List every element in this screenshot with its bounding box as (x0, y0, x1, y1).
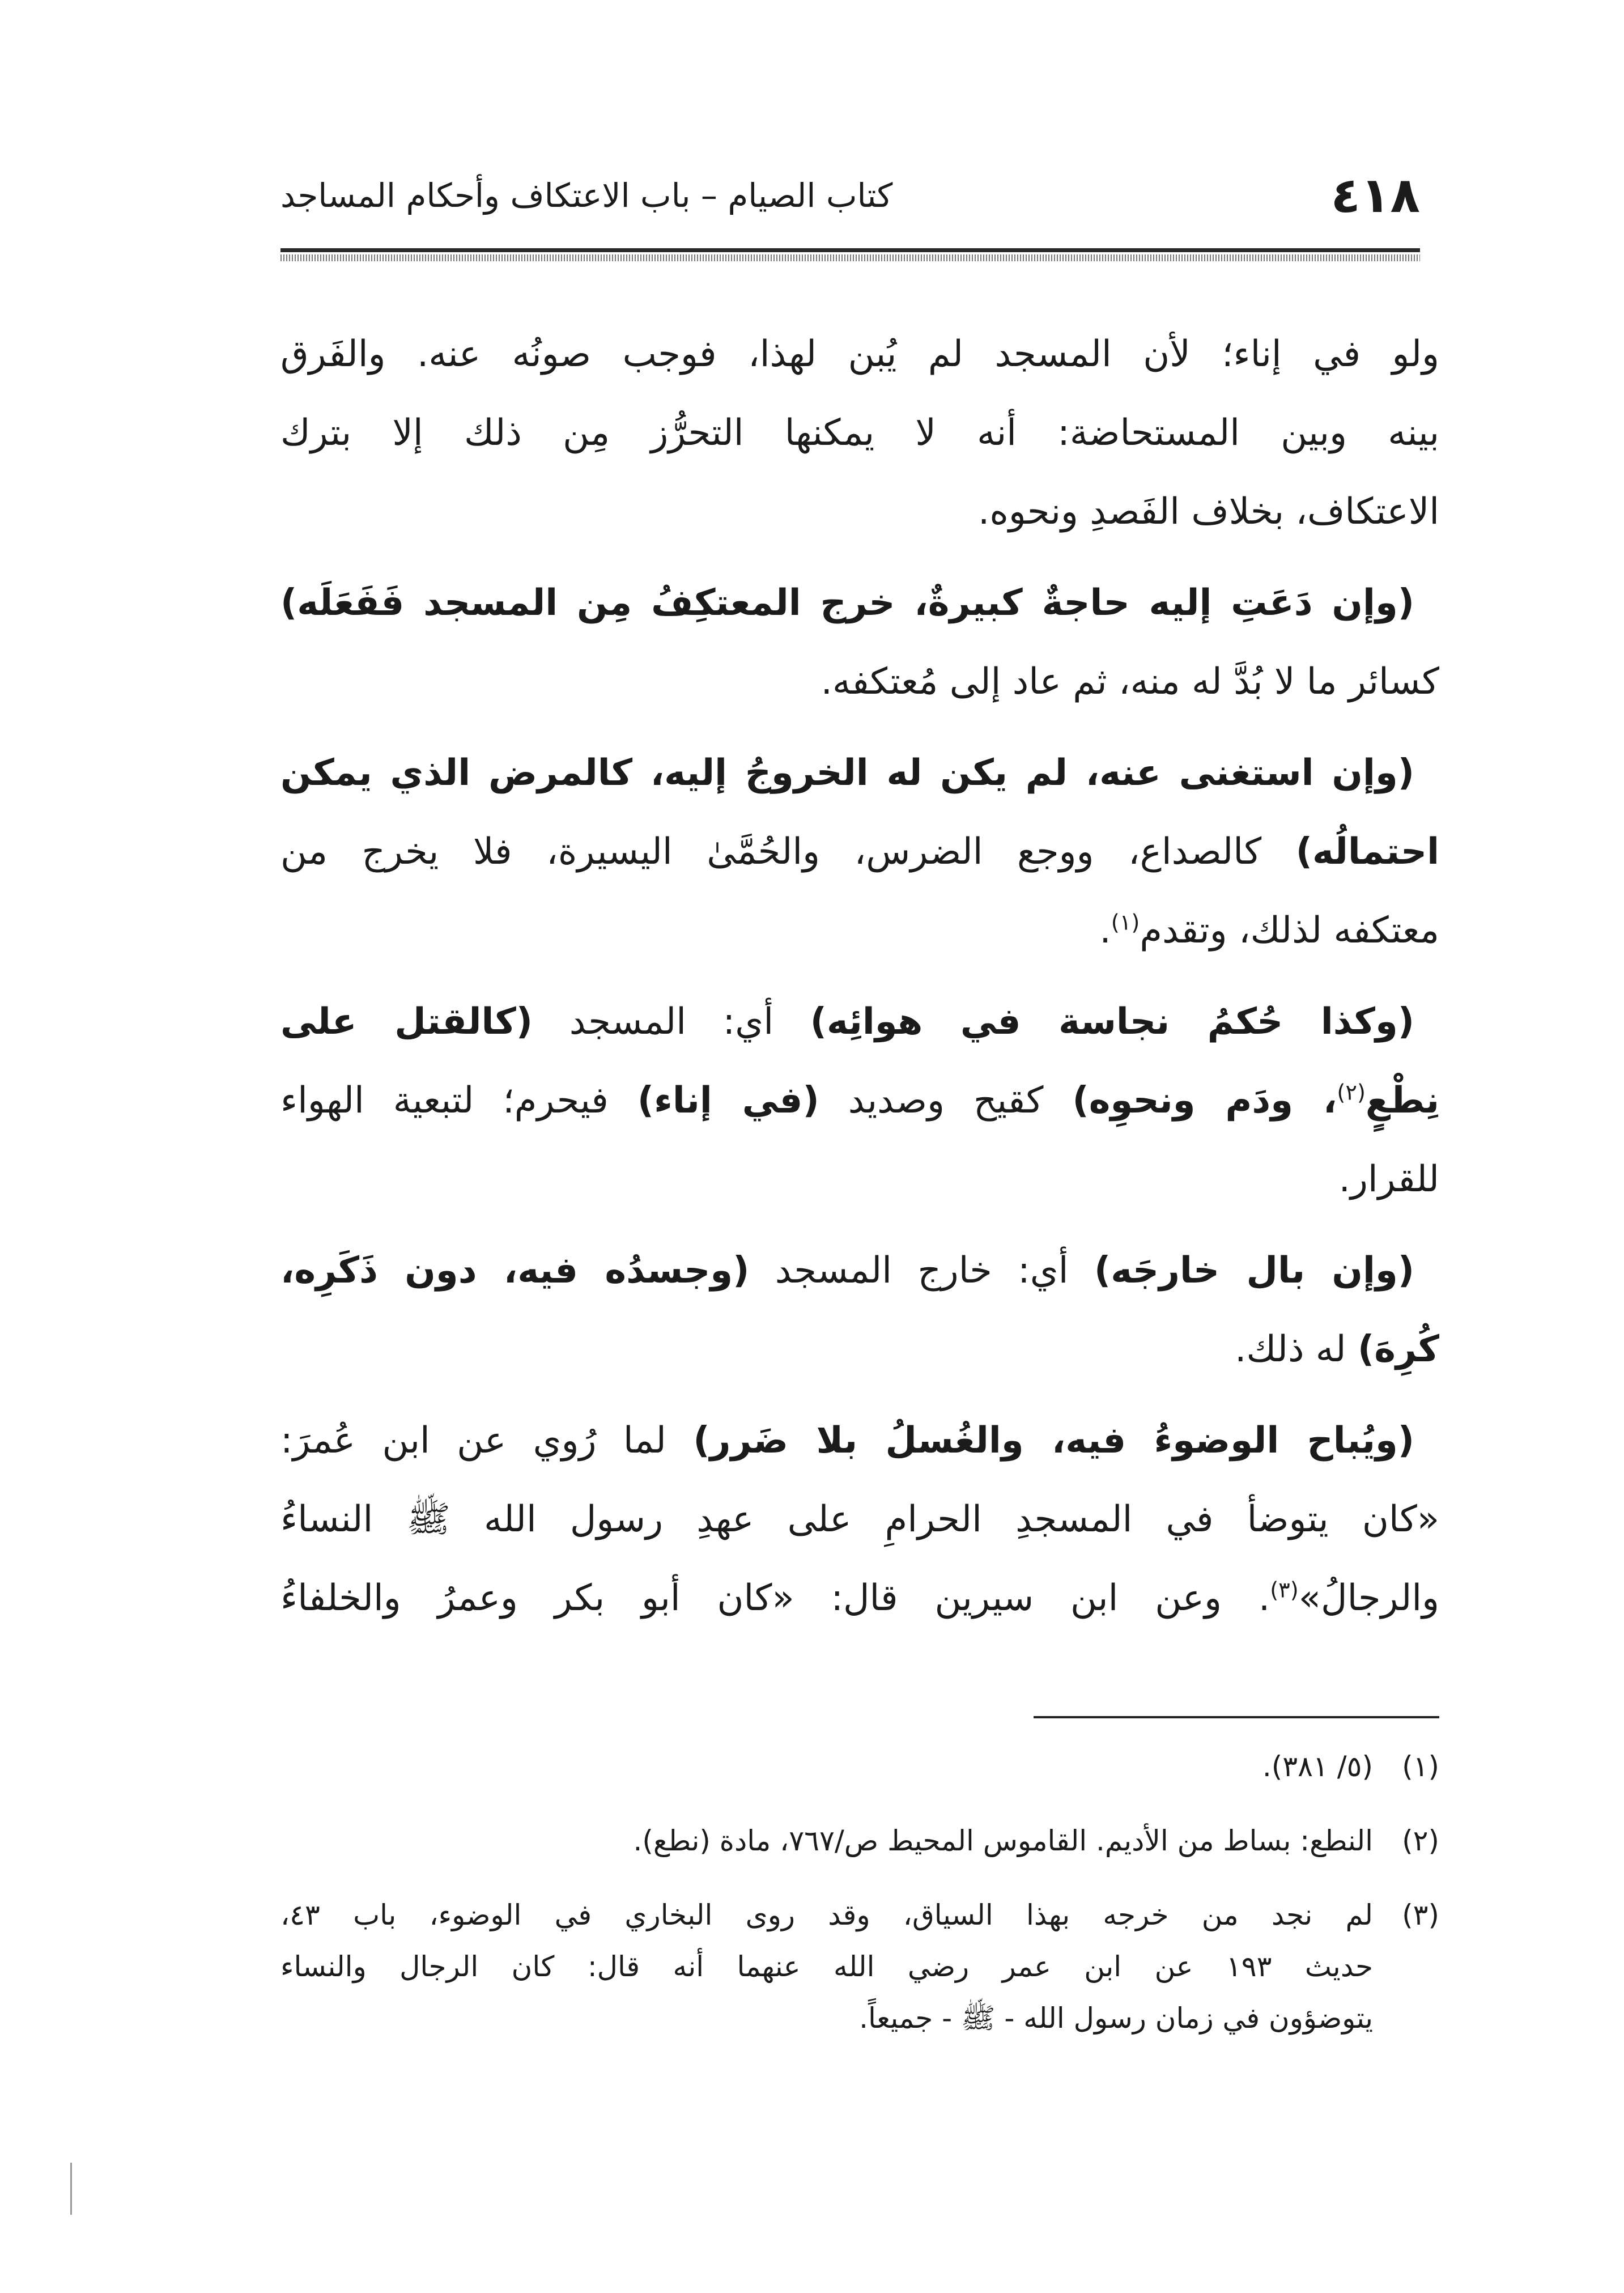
text-run: كسائر ما لا بُدَّ له منه، ثم عاد إلى مُعتكفه. (820, 661, 1439, 703)
text-line (280, 564, 1439, 643)
page-number: ٤١٨ (1330, 167, 1420, 224)
text-run: كقيح وصديد (819, 1080, 1073, 1122)
paragraph (280, 734, 1439, 970)
text-line (280, 891, 1439, 970)
text-line (280, 813, 1439, 891)
paragraph (280, 1232, 1439, 1389)
scan-artifact-mark (70, 2163, 72, 2215)
footnote-line: حديث ١٩٣ عن ابن عمر رضي الله عنهما أنه قال: كان الرجال والنساء (280, 1950, 1373, 1983)
matn-run: (وإن استغنى عنه، لم يكن له الخروجُ إليه، كالمرض الذي يمكن (280, 752, 1414, 794)
matn-run: نِطْعٍ (1365, 1080, 1440, 1122)
paragraph (280, 564, 1439, 721)
footnote (280, 1815, 1439, 1867)
text-run: فيحرم؛ لتبعية الهواء (280, 1080, 637, 1122)
footnote-number: (١) (1402, 1750, 1439, 1783)
text-line (280, 1402, 1439, 1480)
text-run: أي: خارج المسجد (749, 1250, 1094, 1292)
paragraph (280, 1402, 1439, 1638)
footnote-number: (٣) (1402, 1899, 1439, 1931)
footnote-line: (٥/ ٣٨١). (1262, 1750, 1373, 1783)
text-line (280, 1140, 1439, 1219)
running-title: كتاب الصيام – باب الاعتكاف وأحكام المساجد (280, 176, 893, 215)
footnote-separator (1034, 1716, 1439, 1718)
text-line (280, 394, 1439, 473)
footnote (280, 1741, 1439, 1793)
paragraph (280, 315, 1439, 551)
matn-run: (وإن دَعَتِ إليه حاجةٌ كبيرةٌ، خرج المعتكِفُ مِن المسجد فَفَعَلَه) (280, 582, 1414, 624)
text-line (280, 1559, 1439, 1638)
text-line (280, 643, 1439, 721)
header-rule-hatched-line (280, 254, 1420, 261)
footnote-marker: (٣) (1270, 1577, 1299, 1603)
running-header (280, 164, 1420, 227)
paragraph (280, 983, 1439, 1219)
text-run: له ذلك. (1235, 1328, 1358, 1370)
text-run: للقرار. (1338, 1158, 1439, 1200)
text-line (280, 734, 1439, 813)
text-run: «كان يتوضأ في المسجدِ الحرامِ على عهدِ رسول الله ﷺ النساءُ (280, 1498, 1439, 1540)
text-run: والرجالُ» (1298, 1577, 1439, 1619)
matn-run: كُرِهَ) (1357, 1328, 1439, 1370)
text-line (280, 473, 1439, 551)
text-line (280, 983, 1439, 1061)
matn-run: (ويُباح الوضوءُ فيه، والغُسلُ بلا ضَرر) (693, 1420, 1414, 1462)
text-line (280, 315, 1439, 394)
text-run: لما رُوي عن ابن عُمرَ: (280, 1420, 694, 1462)
matn-run: (في إناء) (637, 1080, 819, 1122)
main-text (280, 315, 1439, 1638)
text-run: . وعن ابن سيرين قال: «كان أبو بكر وعمرُ والخلفاءُ (280, 1577, 1270, 1619)
text-run: الاعتكاف، بخلاف الفَصدِ ونحوه. (977, 491, 1439, 533)
footnote-marker: (٢) (1337, 1080, 1366, 1106)
text-line (280, 1480, 1439, 1559)
matn-run: (كالقتل على (280, 1001, 533, 1043)
footnotes (280, 1741, 1439, 2044)
matn-run: (وإن بال خارجَه) (1094, 1250, 1415, 1292)
text-run: ولو في إناء؛ لأن المسجد لم يُبن لهذا، فوجب صونُه عنه. والفَرق (280, 333, 1439, 375)
footnote-number: (٢) (1402, 1824, 1439, 1857)
matn-run: ، ودَم ونحوِه) (1072, 1080, 1337, 1122)
text-run: كالصداع، ووجع الضرس، والحُمَّىٰ اليسيرة، فلا يخرج من (280, 831, 1296, 873)
footnote (280, 1889, 1439, 2044)
text-run: . (1099, 910, 1111, 952)
text-run: أي: المسجد (533, 1001, 810, 1043)
matn-run: احتمالُه) (1295, 831, 1439, 873)
text-line (280, 1232, 1439, 1310)
text-line (280, 1061, 1439, 1140)
text-run: بينه وبين المستحاضة: أنه لا يمكنها التحرُّز مِن ذلك إلا بترك (280, 412, 1439, 454)
text-run: معتكفه لذلك، وتقدم (1140, 910, 1439, 952)
matn-run: (وكذا حُكمُ نجاسة في هوائِه) (810, 1001, 1415, 1043)
footnote-line: لم نجد من خرجه بهذا السياق، وقد روى البخاري في الوضوء، باب ٤٣، (280, 1899, 1373, 1931)
footnote-line: يتوضؤون في زمان رسول الله - ﷺ - جميعاً. (859, 2002, 1373, 2035)
footnote-marker: (١) (1111, 910, 1140, 936)
header-rule (280, 248, 1420, 263)
matn-run: (وجسدُه فيه، دون ذَكَرِه، (280, 1250, 750, 1292)
text-line (280, 1310, 1439, 1389)
footnote-line: النطع: بساط من الأديم. القاموس المحيط ص/٧٦٧، مادة (نطع). (633, 1824, 1373, 1857)
header-rule-thick-line (280, 248, 1420, 252)
